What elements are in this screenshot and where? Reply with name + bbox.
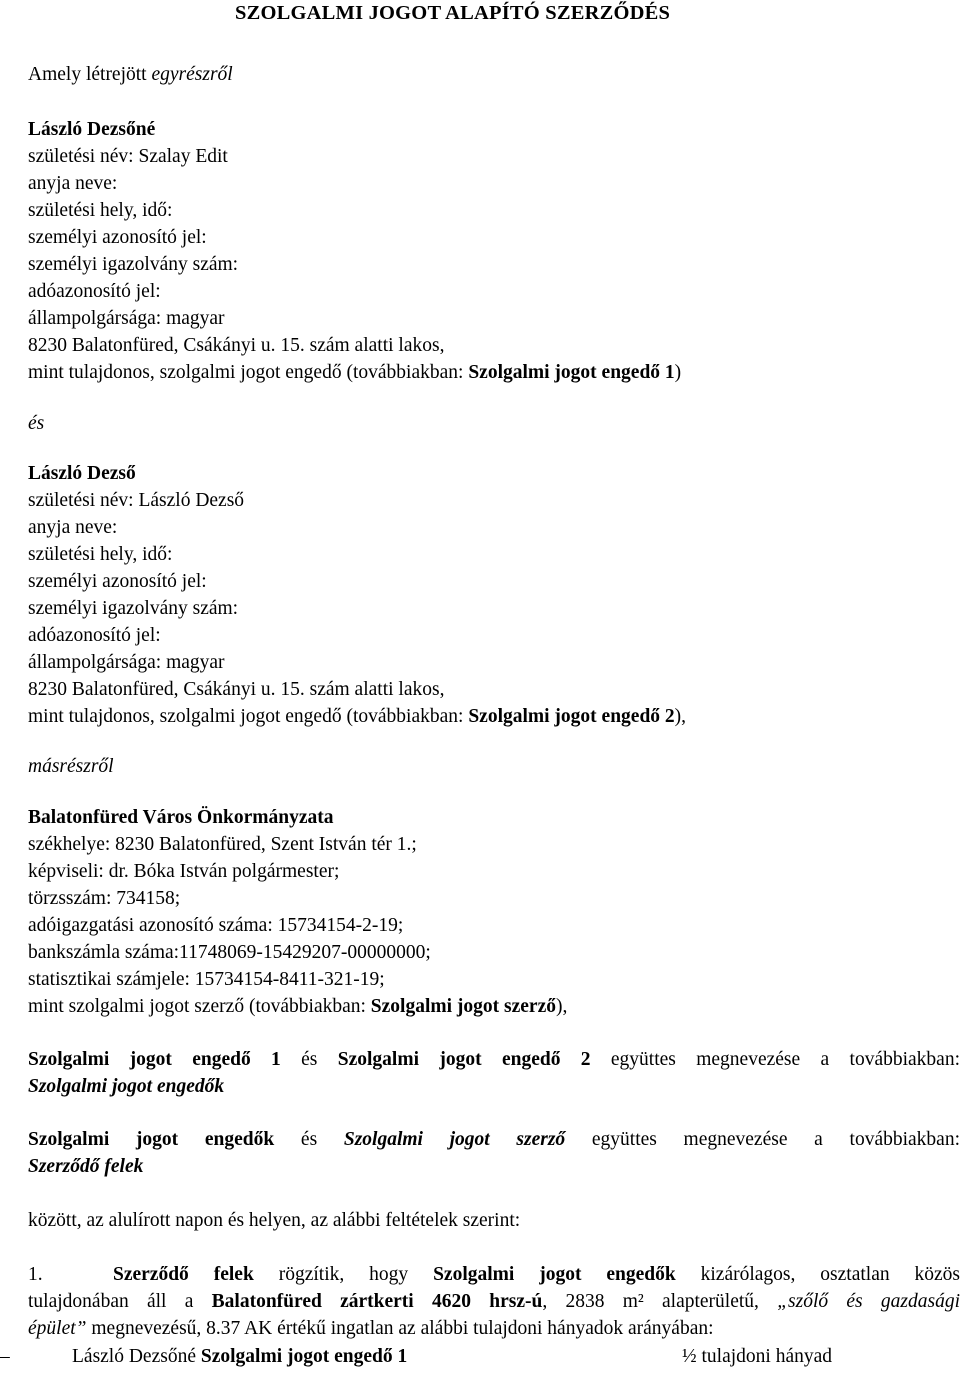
intro-line <box>28 63 233 87</box>
party3-role: mint szolgalmi jogot szerző (továbbiakban: Szolgalmi jogot szerző), <box>28 996 568 1017</box>
intro-prefix: Amely létrejött <box>28 64 152 85</box>
party1-line: személyi igazolvány szám: <box>28 254 239 275</box>
clause1-line3: épület” megnevezésű, 8.37 AK értékű ingatlan az alábbi tulajdoni hányadok arányában: <box>28 1318 714 1339</box>
party1-name: László Dezsőné <box>28 119 156 140</box>
party2-line: adóazonosító jel: <box>28 625 161 646</box>
party3-line: törzsszám: 734158; <box>28 888 181 909</box>
and-connector: és <box>28 413 45 434</box>
party3-line: képviseli: dr. Bóka István polgármester; <box>28 861 340 882</box>
joint1-line: Szolgalmi jogot engedő 1 és Szolgalmi jogot engedő 2 együttes megnevezése a továbbiakban: <box>28 1049 960 1070</box>
party3-line: székhelye: 8230 Balatonfüred, Szent István tér 1.; <box>28 834 417 855</box>
clause1-line2: tulajdonában áll a Balatonfüred zártkerti 4620 hrsz-ú, 2838 m² alapterületű, „szőlő és gazdasági <box>28 1291 960 1312</box>
party2-role: mint tulajdonos, szolgalmi jogot engedő (továbbiakban: Szolgalmi jogot engedő 2), <box>28 706 687 727</box>
owner-share: ½ tulajdoni hányad <box>682 1346 833 1367</box>
between-line: között, az alulírott napon és helyen, az alábbi feltételek szerint: <box>28 1210 521 1231</box>
intro-italic: egyrészről <box>151 64 233 85</box>
clause1-line1: 1. Szerződő felek rögzítik, hogy Szolgalmi jogot engedők kizárólagos, osztatlan közös <box>28 1264 960 1285</box>
party2-line: személyi azonosító jel: <box>28 571 207 592</box>
joint1-name: Szolgalmi jogot engedők <box>28 1076 225 1097</box>
party2-line: anyja neve: <box>28 517 118 538</box>
party1-line: személyi azonosító jel: <box>28 227 207 248</box>
party2-line: állampolgársága: magyar <box>28 652 225 673</box>
party1-line: 8230 Balatonfüred, Csákányi u. 15. szám alatti lakos, <box>28 335 445 356</box>
joint2-line: Szolgalmi jogot engedők és Szolgalmi jogot szerző együttes megnevezése a továbbiakban: <box>28 1129 960 1150</box>
party2-line: személyi igazolvány szám: <box>28 598 239 619</box>
party3-line: statisztikai számjele: 15734154-8411-321-19; <box>28 969 385 990</box>
party3-name: Balatonfüred Város Önkormányzata <box>28 807 334 828</box>
party2-line: születési hely, idő: <box>28 544 173 565</box>
party1-role: mint tulajdonos, szolgalmi jogot engedő (továbbiakban: Szolgalmi jogot engedő 1) <box>28 362 682 383</box>
joint2-name: Szerződő felek <box>28 1156 144 1177</box>
party1-line: állampolgársága: magyar <box>28 308 225 329</box>
party1-line: születési hely, idő: <box>28 200 173 221</box>
party2-line: születési név: László Dezső <box>28 490 245 511</box>
clause-number: 1. <box>28 1264 43 1285</box>
other-side-connector: másrészről <box>28 756 114 777</box>
party2-line: 8230 Balatonfüred, Csákányi u. 15. szám alatti lakos, <box>28 679 445 700</box>
party2-name: László Dezső <box>28 463 136 484</box>
party1-line: adóazonosító jel: <box>28 281 161 302</box>
party3-line: adóigazgatási azonosító száma: 15734154-2-19; <box>28 915 404 936</box>
list-dash: – <box>0 1346 10 1367</box>
party1-line: születési név: Szalay Edit <box>28 146 228 167</box>
document-title: SZOLGALMI JOGOT ALAPÍTÓ SZERZŐDÉS <box>235 2 671 24</box>
owner-entry: László Dezsőné Szolgalmi jogot engedő 1 <box>72 1346 408 1367</box>
party3-line: bankszámla száma:11748069-15429207-00000000; <box>28 942 431 963</box>
party1-line: anyja neve: <box>28 173 118 194</box>
